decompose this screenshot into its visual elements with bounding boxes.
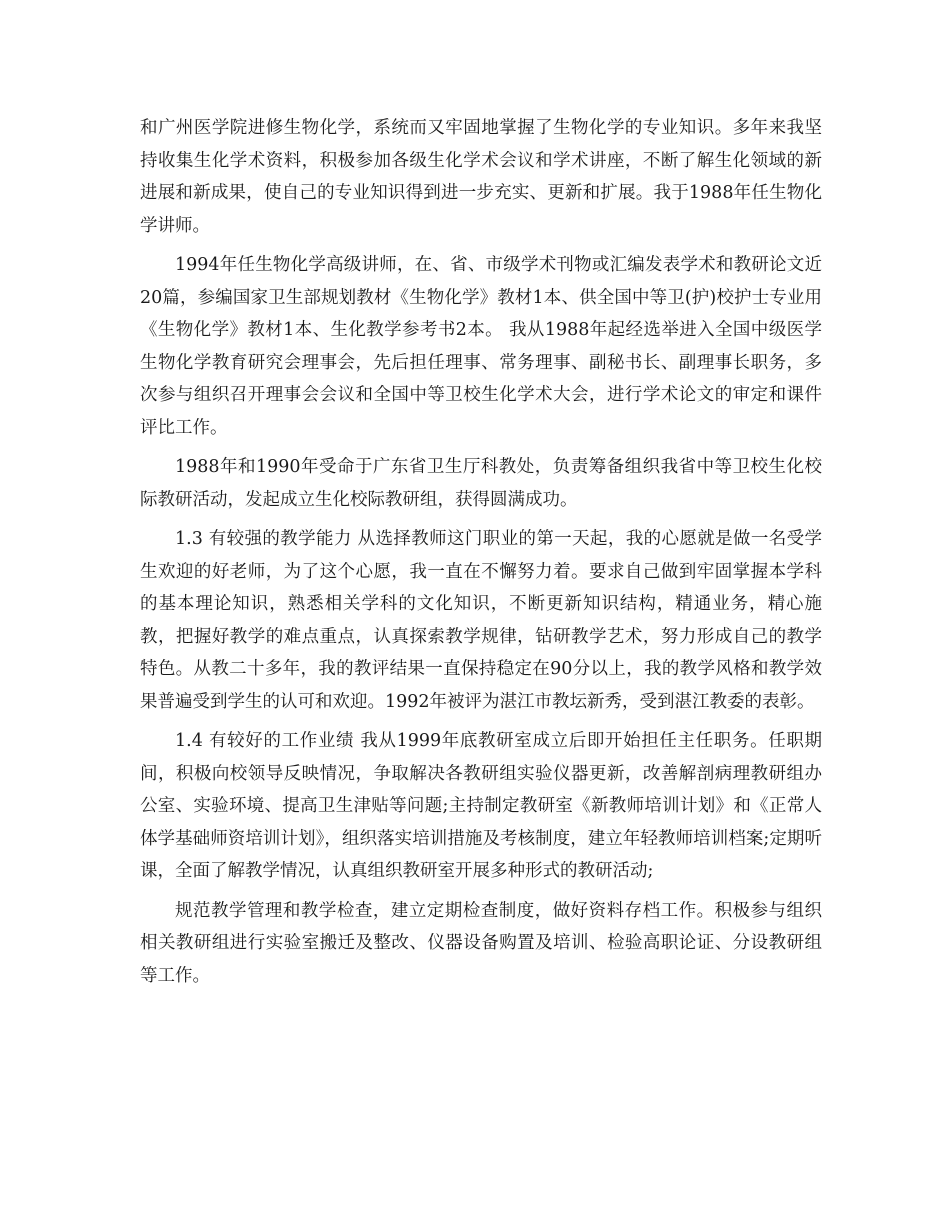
paragraph-1: 和广州医学院进修生物化学，系统而又牢固地掌握了生物化学的专业知识。多年来我坚持收集生化学术资料，积极参加各级生化学术会议和学术讲座，不断了解生化领域的新进展和新成果，使自己的专业知识得到进一步充实、更新和扩展。我于1988年任生物化学讲师。	[140, 118, 822, 236]
paragraph-6: 规范教学管理和教学检查，建立定期检查制度，做好资料存档工作。积极参与组织相关教研组进行实验室搬迁及整改、仪器设备购置及培训、检验高职论证、分设教研组等工作。	[140, 900, 822, 986]
paragraph-3: 1988年和1990年受命于广东省卫生厅科教处，负责筹备组织我省中等卫校生化校际教研活动，发起成立生化校际教研组，获得圆满成功。	[140, 457, 822, 510]
paragraph-2: 1994年任生物化学高级讲师，在、省、市级学术刊物或汇编发表学术和教研论文近20篇，参编国家卫生部规划教材《生物化学》教材1本、供全国中等卫(护)校护士专业用《生物化学》教材1本、生化教学参考书2本。 我从1988年起经选举进入全国中级医学生物化学教育研究会理事会，先后担任理事、常务理事、副秘书长、副理事长职务，多次参与组织召开理事会会议和全国中等卫校生化学术大会，进行学术论文的审定和课件评比工作。	[140, 255, 822, 438]
paragraph-4: 1.3 有较强的教学能力 从选择教师这门职业的第一天起，我的心愿就是做一名受学生欢迎的好老师，为了这个心愿，我一直在不懈努力着。要求自己做到牢固掌握本学科的基本理论知识，熟悉相关学科的文化知识，不断更新知识结构，精通业务，精心施教，把握好教学的难点重点，认真探索教学规律，钻研教学艺术，努力形成自己的教学特色。从教二十多年，我的教评结果一直保持稳定在90分以上，我的教学风格和教学效果普遍受到学生的认可和欢迎。1992年被评为湛江市教坛新秀，受到湛江教委的表彰。	[140, 529, 822, 712]
document-body	[140, 112, 822, 999]
paragraph-5: 1.4 有较好的工作业绩 我从1999年底教研室成立后即开始担任主任职务。任职期间，积极向校领导反映情况，争取解决各教研组实验仪器更新，改善解剖病理教研组办公室、实验环境、提高卫生津贴等问题;主持制定教研室《新教师培训计划》和《正常人体学基础师资培训计划》，组织落实培训措施及考核制度，建立年轻教师培训档案;定期听课，全面了解教学情况，认真组织教研室开展多种形式的教研活动;	[140, 731, 822, 881]
